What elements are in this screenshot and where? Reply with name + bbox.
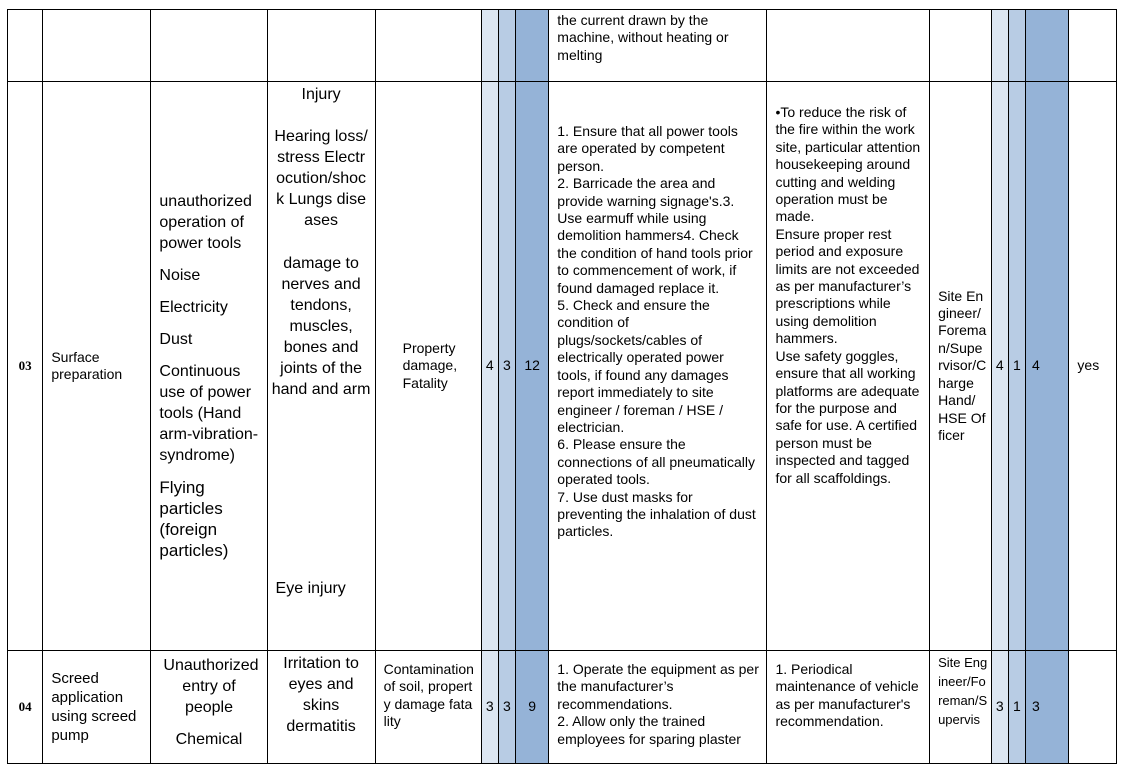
table-row <box>8 10 1117 82</box>
risk-effect-cell: Property damage, Fatality <box>375 82 481 651</box>
severity-cell: 3 <box>498 651 515 764</box>
severity-cell <box>498 10 515 82</box>
residual-rating-cell: 3 <box>1025 651 1068 764</box>
acceptable-cell <box>1069 10 1117 82</box>
table-row <box>8 82 1117 651</box>
consequence-cell <box>267 651 375 764</box>
consequence-line: Eye injury <box>275 580 346 597</box>
hazard-line: Noise <box>159 267 201 284</box>
risk-effect-cell <box>375 10 481 82</box>
likelihood-cell: 3 <box>481 651 498 764</box>
likelihood-cell: 4 <box>481 82 498 651</box>
acceptable-cell: yes <box>1069 82 1117 651</box>
hazard-line: unauthorized operation of power tools <box>159 193 252 252</box>
consequence-cell <box>267 10 375 82</box>
consequence-line: Irritation to eyes and skins dermatitis <box>283 655 359 735</box>
residual-likelihood-cell: 4 <box>991 82 1008 651</box>
controls-cell: 1. Operate the equipment as per the manufacturer’s recommendations. 2. Allow only the trained employees for sparing plaster <box>549 651 767 764</box>
acceptable-cell <box>1069 651 1117 764</box>
item-number-cell: 04 <box>8 651 43 764</box>
consequence-line: damage to nerves and tendons, muscles, bones and joints of the hand and arm <box>271 255 371 398</box>
additional-controls-cell: 1. Periodical maintenance of vehicle as per manufacturer's recommendation. <box>767 651 930 764</box>
risk-assessment-table <box>7 9 1117 764</box>
residual-rating-cell <box>1025 10 1068 82</box>
hazard-cell <box>151 651 267 764</box>
residual-likelihood-cell: 3 <box>991 651 1008 764</box>
hazard-line: Flying particles (foreign particles) <box>159 478 229 560</box>
residual-severity-cell: 1 <box>1008 651 1025 764</box>
activity-cell <box>43 10 151 82</box>
risk-rating-cell: 9 <box>515 651 548 764</box>
responsible-cell: Site Engineer/Foreman/Supervisor/Charge Hand/ HSE Officer <box>930 82 992 651</box>
item-number-cell <box>8 10 43 82</box>
consequence-line: Hearing loss/stress Electrocution/shock Lungs diseases <box>274 128 368 229</box>
severity-cell: 3 <box>498 82 515 651</box>
item-number-cell: 03 <box>8 82 43 651</box>
likelihood-cell <box>481 10 498 82</box>
hazard-line: Electricity <box>159 299 228 316</box>
risk-rating-cell: 12 <box>515 82 548 651</box>
consequence-cell <box>267 82 375 651</box>
residual-rating-cell: 4 <box>1025 82 1068 651</box>
additional-controls-cell <box>767 10 930 82</box>
controls-cell: the current drawn by the machine, without heating or melting <box>549 10 767 82</box>
residual-severity-cell <box>1008 10 1025 82</box>
additional-controls-cell: •To reduce the risk of the fire within the work site, particular attention housekeeping around cutting and welding operation must be made. Ensure proper rest period and exposure limits are not exceeded as per manufacturer’s prescriptions while using demolition hammers. Use safety goggles, ensure that all working platforms are adequate for the purpose and safe for use. A certified person must be inspected and tagged for all scaffoldings. <box>767 82 930 651</box>
table-row <box>8 651 1117 764</box>
activity-cell: Surface preparation <box>43 82 151 651</box>
hazard-line: Unauthorized entry of people <box>163 657 259 716</box>
responsible-cell: Site Engineer/Foreman/Supervis <box>930 651 992 764</box>
responsible-cell <box>930 10 992 82</box>
risk-effect-cell: Contamination of soil, property damage fatality <box>375 651 481 764</box>
activity-cell: Screed application using screed pump <box>43 651 151 764</box>
controls-cell: 1. Ensure that all power tools are operated by competent person. 2. Barricade the area and provide warning signage's.3. Use earmuff while using demolition hammers4. Check the condition of hand tools prior to commencement of work, if found damaged replace it. 5. Check and ensure the condition of plugs/sockets/cables of electrically operated power tools, if found any damages report immediately to site engineer / foreman / HSE / electrician. 6. Please ensure the connections of all pneumatically operated tools. 7. Use dust masks for preventing the inhalation of dust particles. <box>549 82 767 651</box>
consequence-line: Injury <box>301 86 341 103</box>
risk-rating-cell <box>515 10 548 82</box>
hazard-line: Chemical <box>175 731 243 748</box>
residual-severity-cell: 1 <box>1008 82 1025 651</box>
hazard-cell <box>151 82 267 651</box>
residual-likelihood-cell <box>991 10 1008 82</box>
hazard-line: Dust <box>159 331 193 348</box>
hazard-line: Continuous use of power tools (Hand arm-vibration-syndrome) <box>159 363 259 464</box>
hazard-cell <box>151 10 267 82</box>
